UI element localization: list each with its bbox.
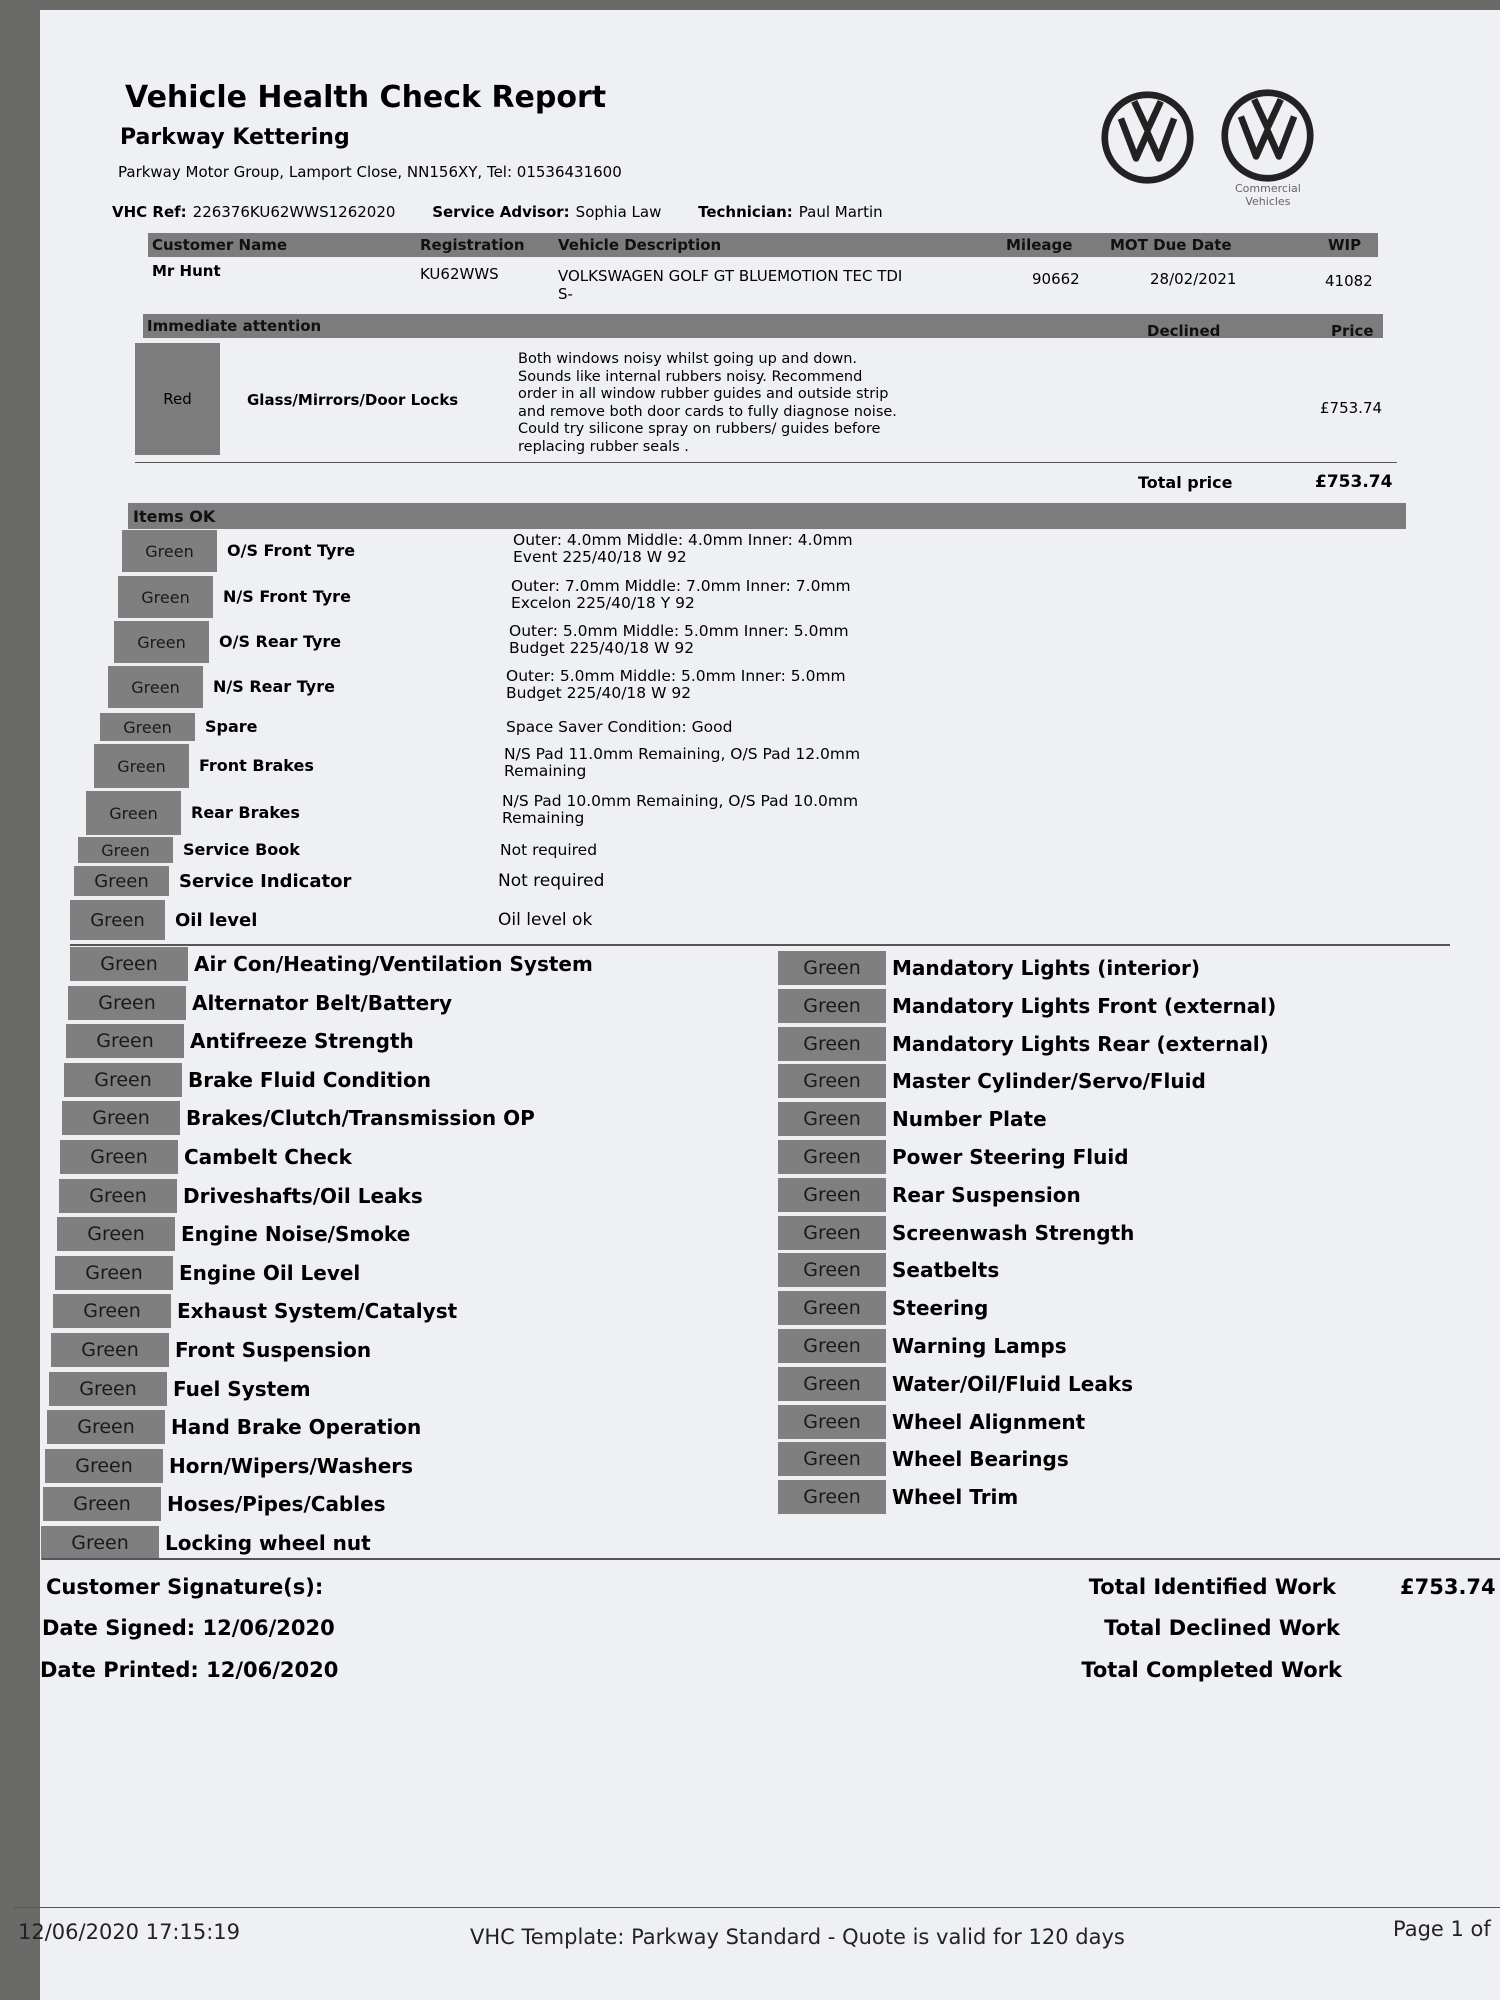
item-row [778, 1178, 1418, 1212]
item-row [59, 1179, 699, 1213]
item-detail [513, 532, 853, 566]
divider [135, 462, 1397, 463]
reference-line [112, 203, 883, 221]
status-badge-green: Green [86, 791, 181, 835]
item-name: Engine Noise/Smoke [181, 1222, 411, 1247]
item-name: Wheel Alignment [892, 1409, 1086, 1434]
status-badge-green: Green [60, 1140, 178, 1174]
item-detail [511, 578, 851, 612]
item-name: Service Book [183, 840, 300, 859]
item-detail-line: N/S Pad 11.0mm Remaining, O/S Pad 12.0mm [504, 745, 861, 763]
status-badge-red: Red [135, 343, 220, 455]
print-timestamp: 12/06/2020 17:15:19 [18, 1920, 241, 1944]
dealer-name: Parkway Kettering [120, 125, 350, 150]
item-row [78, 837, 1078, 863]
status-badge-green: Green [778, 1253, 886, 1287]
item-name: Water/Oil/Fluid Leaks [892, 1371, 1134, 1396]
item-detail [506, 668, 846, 702]
status-badge-green: Green [51, 1333, 169, 1367]
item-name: Steering [892, 1296, 989, 1321]
divider [42, 1558, 1500, 1560]
report-title: Vehicle Health Check Report [125, 80, 607, 115]
items-ok-header [128, 503, 1406, 529]
status-badge-green: Green [114, 621, 209, 663]
item-row [94, 744, 1094, 788]
status-badge-green: Green [100, 713, 195, 741]
item-name: Front Brakes [199, 756, 314, 775]
technician-label: Technician: [698, 203, 793, 221]
item-row [47, 1410, 687, 1444]
wip: 41082 [1325, 272, 1373, 290]
item-row [778, 1140, 1418, 1174]
total-price-label: Total price [1138, 473, 1233, 492]
status-badge-green: Green [70, 947, 188, 981]
item-row [778, 1480, 1418, 1514]
vhc-ref-label: VHC Ref: [112, 203, 187, 221]
status-badge-green: Green [49, 1372, 167, 1406]
status-badge-green: Green [45, 1449, 163, 1483]
vw-logo-icon [1100, 90, 1195, 185]
item-detail [498, 873, 604, 890]
col-mot-due: MOT Due Date [1110, 236, 1232, 254]
item-name: Cambelt Check [184, 1145, 352, 1169]
status-badge-green: Green [778, 1405, 886, 1439]
item-row [778, 1329, 1418, 1363]
total-completed-label: Total Completed Work [1081, 1658, 1342, 1682]
item-detail-line: Remaining [502, 809, 585, 827]
status-badge-green: Green [108, 666, 203, 708]
template-note: VHC Template: Parkway Standard - Quote is valid for 120 days [470, 1925, 1125, 1949]
item-name: Rear Suspension [892, 1182, 1081, 1207]
item-row [70, 900, 1070, 940]
item-name: Service Indicator [179, 871, 352, 892]
item-name: Engine Oil Level [179, 1260, 361, 1285]
status-badge-green: Green [778, 1480, 886, 1514]
status-badge-green: Green [78, 837, 173, 863]
vw-commercial-logo-icon [1220, 88, 1315, 183]
item-row [118, 576, 1118, 618]
status-badge-green: Green [778, 1216, 886, 1250]
immediate-attention-title: Immediate attention [147, 317, 322, 335]
immediate-item-description: Both windows noisy whilst going up and down. Sounds like internal rubbers noisy. Recommend order in all window rubber guides and outside strip and remove both door cards to fully diagnose noise. Could try silicone spray on rubbers/ guides before replacing rubber seals . [518, 351, 897, 455]
item-detail-line: Oil level ok [498, 910, 593, 930]
item-name: Wheel Bearings [892, 1447, 1069, 1472]
item-name: Driveshafts/Oil Leaks [183, 1183, 423, 1208]
customer-name: Mr Hunt [152, 262, 221, 280]
col-registration: Registration [420, 236, 525, 254]
item-name: N/S Front Tyre [223, 587, 351, 606]
registration: KU62WWS [420, 265, 499, 283]
item-name: Rear Brakes [191, 803, 300, 822]
item-row [64, 1063, 704, 1097]
item-row [49, 1372, 689, 1406]
item-name: Power Steering Fluid [892, 1145, 1129, 1169]
item-name: Fuel System [173, 1376, 311, 1401]
col-customer-name: Customer Name [152, 236, 287, 254]
vhc-ref: 226376KU62WWS1262020 [192, 203, 396, 221]
item-name: Locking wheel nut [165, 1531, 371, 1555]
customer-signature-label: Customer Signature(s): [46, 1575, 324, 1599]
item-row [778, 1216, 1418, 1250]
item-detail-line: Outer: 5.0mm Middle: 5.0mm Inner: 5.0mm [509, 622, 849, 640]
item-row [51, 1333, 691, 1367]
item-row [74, 866, 1074, 896]
status-badge-green: Green [64, 1063, 182, 1097]
item-detail-line: Event 225/40/18 W 92 [513, 548, 687, 566]
item-row [108, 666, 1108, 708]
item-name: Hoses/Pipes/Cables [167, 1492, 386, 1517]
status-badge-green: Green [778, 1140, 886, 1174]
status-badge-green: Green [68, 986, 186, 1020]
status-badge-green: Green [778, 1367, 886, 1401]
customer-row [150, 262, 1380, 307]
item-name: Wheel Trim [892, 1485, 1019, 1510]
immediate-attention-row [135, 343, 1383, 455]
status-badge-green: Green [62, 1101, 180, 1135]
status-badge-green: Green [778, 951, 886, 985]
item-row [55, 1256, 695, 1290]
col-mileage: Mileage [1006, 236, 1073, 254]
item-detail-line: Not required [500, 841, 598, 859]
status-badge-green: Green [47, 1410, 165, 1444]
item-row [778, 1064, 1418, 1098]
item-row [778, 1367, 1418, 1401]
status-badge-green: Green [778, 1329, 886, 1363]
divider [70, 944, 1450, 946]
item-name: O/S Rear Tyre [219, 632, 342, 651]
item-name: Number Plate [892, 1107, 1047, 1132]
status-badge-green: Green [59, 1179, 177, 1213]
item-detail-line: Remaining [504, 762, 587, 780]
total-identified-label: Total Identified Work [1088, 1575, 1336, 1599]
item-row [778, 1442, 1418, 1476]
item-row [60, 1140, 700, 1174]
item-name: Oil level [175, 910, 258, 931]
customer-table-header [148, 233, 1378, 257]
immediate-item-price: £753.74 [1320, 399, 1383, 417]
item-row [53, 1294, 693, 1328]
item-detail-line: Excelon 225/40/18 Y 92 [511, 594, 695, 612]
item-row [778, 1253, 1418, 1287]
item-name: N/S Rear Tyre [213, 677, 335, 696]
items-ok-title: Items OK [133, 507, 216, 526]
status-badge-green: Green [70, 900, 165, 940]
item-row [114, 621, 1114, 663]
item-row [778, 1027, 1418, 1061]
item-row [66, 1024, 706, 1058]
item-row [778, 1102, 1418, 1136]
status-badge-green: Green [778, 1178, 886, 1212]
item-row [778, 1291, 1418, 1325]
item-name: Hand Brake Operation [171, 1415, 422, 1440]
item-name: Air Con/Heating/Ventilation System [194, 952, 593, 976]
status-badge-green: Green [66, 1024, 184, 1058]
technician: Paul Martin [798, 203, 883, 221]
item-name: Brake Fluid Condition [188, 1067, 432, 1092]
item-row [778, 989, 1418, 1023]
advisor-label: Service Advisor: [432, 203, 570, 221]
item-detail-line: N/S Pad 10.0mm Remaining, O/S Pad 10.0mm [502, 792, 859, 810]
status-badge-green: Green [53, 1294, 171, 1328]
item-detail-line: Outer: 5.0mm Middle: 5.0mm Inner: 5.0mm [506, 667, 846, 685]
item-name: Warning Lamps [892, 1334, 1067, 1358]
commercial-vehicles-caption: Commercial Vehicles [1235, 182, 1301, 208]
item-row [778, 1405, 1418, 1439]
immediate-attention-header [143, 314, 1383, 338]
status-badge-green: Green [778, 1291, 886, 1325]
item-name: Seatbelts [892, 1258, 1000, 1283]
item-detail [502, 793, 858, 827]
vehicle-description: VOLKSWAGEN GOLF GT BLUEMOTION TEC TDI [558, 267, 903, 285]
mot-due-date: 28/02/2021 [1150, 270, 1237, 288]
status-badge-green: Green [55, 1256, 173, 1290]
item-detail-line: Outer: 4.0mm Middle: 4.0mm Inner: 4.0mm [513, 531, 853, 549]
item-name: Mandatory Lights Front (external) [892, 993, 1277, 1018]
status-badge-green: Green [74, 866, 169, 896]
item-name: Spare [205, 717, 258, 736]
vehicle-description-line2: S- [558, 285, 573, 303]
status-badge-green: Green [94, 744, 189, 788]
item-row [57, 1217, 697, 1251]
status-badge-green: Green [778, 989, 886, 1023]
status-badge-green: Green [118, 576, 213, 618]
item-name: Brakes/Clutch/Transmission OP [186, 1106, 535, 1131]
advisor: Sophia Law [575, 203, 662, 221]
item-detail-line: Outer: 7.0mm Middle: 7.0mm Inner: 7.0mm [511, 577, 851, 595]
total-declined-label: Total Declined Work [1104, 1616, 1340, 1640]
status-badge-green: Green [41, 1526, 159, 1560]
total-identified-value: £753.74 [1400, 1575, 1496, 1599]
status-badge-green: Green [43, 1487, 161, 1521]
item-name: Master Cylinder/Servo/Fluid [892, 1069, 1206, 1094]
status-badge-green: Green [778, 1442, 886, 1476]
item-detail [506, 719, 732, 736]
status-badge-green: Green [122, 530, 217, 572]
immediate-item-name: Glass/Mirrors/Door Locks [247, 391, 459, 409]
item-row [778, 951, 1418, 985]
item-detail [498, 912, 592, 929]
divider [14, 1907, 1500, 1908]
item-detail [504, 746, 860, 780]
item-row [45, 1449, 685, 1483]
col-wip: WIP [1328, 236, 1362, 254]
item-name: Antifreeze Strength [190, 1029, 414, 1054]
item-name: Mandatory Lights Rear (external) [892, 1031, 1269, 1056]
status-badge-green: Green [778, 1064, 886, 1098]
item-detail-line: Not required [498, 871, 605, 891]
item-name: Mandatory Lights (interior) [892, 956, 1201, 980]
item-name: Horn/Wipers/Washers [169, 1453, 414, 1478]
status-badge-green: Green [778, 1027, 886, 1061]
item-detail-line: Budget 225/40/18 W 92 [506, 684, 692, 702]
col-vehicle-description: Vehicle Description [558, 236, 722, 254]
item-row [62, 1101, 702, 1135]
status-badge-green: Green [57, 1217, 175, 1251]
item-row [122, 530, 1122, 572]
price-label: Price [1331, 322, 1374, 340]
page-number: Page 1 of [1393, 1917, 1491, 1941]
dealer-address: Parkway Motor Group, Lamport Close, NN156XY, Tel: 01536431600 [118, 163, 622, 181]
item-row [100, 713, 1100, 741]
item-name: Front Suspension [175, 1338, 372, 1362]
item-row [43, 1487, 683, 1521]
item-name: Exhaust System/Catalyst [177, 1299, 458, 1324]
total-price: £753.74 [1315, 472, 1393, 492]
date-printed: Date Printed: 12/06/2020 [40, 1658, 339, 1682]
item-name: O/S Front Tyre [227, 541, 356, 560]
item-name: Alternator Belt/Battery [192, 990, 453, 1015]
declined-label: Declined [1147, 322, 1221, 340]
item-detail-line: Space Saver Condition: Good [506, 718, 733, 736]
item-name: Screenwash Strength [892, 1220, 1135, 1245]
item-row [68, 986, 708, 1020]
item-row [86, 791, 1086, 835]
status-badge-green: Green [778, 1102, 886, 1136]
item-row [41, 1526, 681, 1560]
item-detail [500, 842, 597, 859]
mileage: 90662 [1032, 270, 1080, 288]
item-detail-line: Budget 225/40/18 W 92 [509, 639, 695, 657]
item-detail [509, 623, 849, 657]
date-signed: Date Signed: 12/06/2020 [42, 1616, 335, 1640]
item-row [70, 947, 710, 981]
